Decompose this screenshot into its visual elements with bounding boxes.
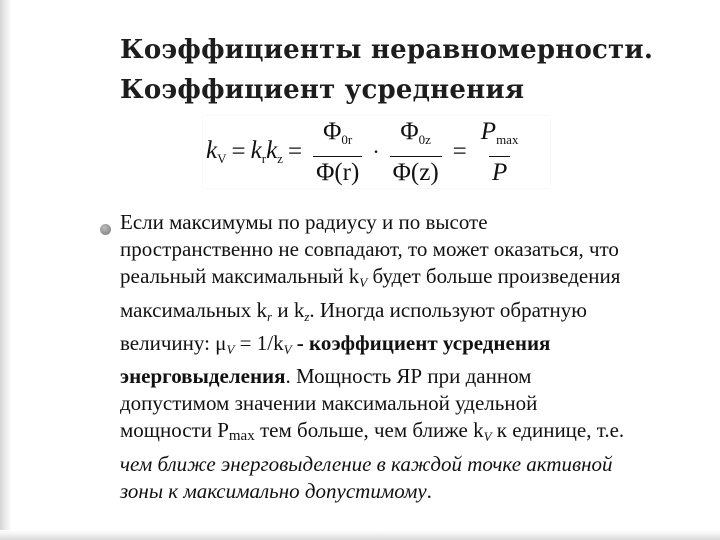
fraction-radial: $\frac{\Phi_{0r}}{\Phi(r)}$: [313, 118, 362, 187]
formula: [206, 116, 527, 188]
body-paragraph: [120, 209, 710, 505]
formula-kv: $k_V$: [206, 137, 227, 166]
title-line-1: Коэффициенты неравномерности.: [120, 35, 654, 65]
term-averaging-coefficient: - коэффициент усреднения: [291, 330, 551, 355]
para-line-10: зоны к максимально допустимому.: [120, 478, 432, 503]
para-line-6: энерговыделения. Мощность ЯР при данном: [120, 364, 532, 389]
bottom-decorative-bar: [0, 530, 720, 540]
formula-multiply-dot: ·: [372, 139, 380, 164]
para-line-7: допустимом значении максимальной удельной: [120, 391, 538, 416]
formula-equals-1: =: [231, 138, 246, 165]
para-line-4: максимальных kr и kz. Иногда используют обратную: [120, 297, 587, 324]
fraction-axial: $\frac{\Phi_{0z}}{\Phi(z)}$: [390, 118, 442, 187]
slide-title: [120, 30, 680, 110]
para-line-1: Если максимумы по радиусу и по высоте: [120, 210, 488, 234]
title-line-2: Коэффициент усреднения: [120, 75, 525, 105]
para-line-3: реальный максимальный kV будет больше произведения: [120, 264, 621, 291]
left-decorative-bar: [0, 0, 12, 540]
formula-equals-3: =: [452, 138, 467, 165]
formula-kr-kz: $k_rk_z$: [250, 137, 283, 166]
para-line-2: пространственно не совпадают, то может оказаться, что: [120, 237, 619, 262]
formula-equals-2: =: [287, 138, 303, 165]
para-line-5: величину: μV = 1/kV - коэффициент усреднения: [120, 330, 551, 357]
bullet-icon: [100, 224, 111, 235]
para-line-8: мощности Pmax тем больше, чем ближе kV к единице, т.е.: [120, 418, 625, 445]
fraction-power: $\frac{P_{max}}{P}$: [480, 117, 519, 186]
para-line-9: чем ближе энерговыделение в каждой точке активной: [120, 451, 613, 476]
